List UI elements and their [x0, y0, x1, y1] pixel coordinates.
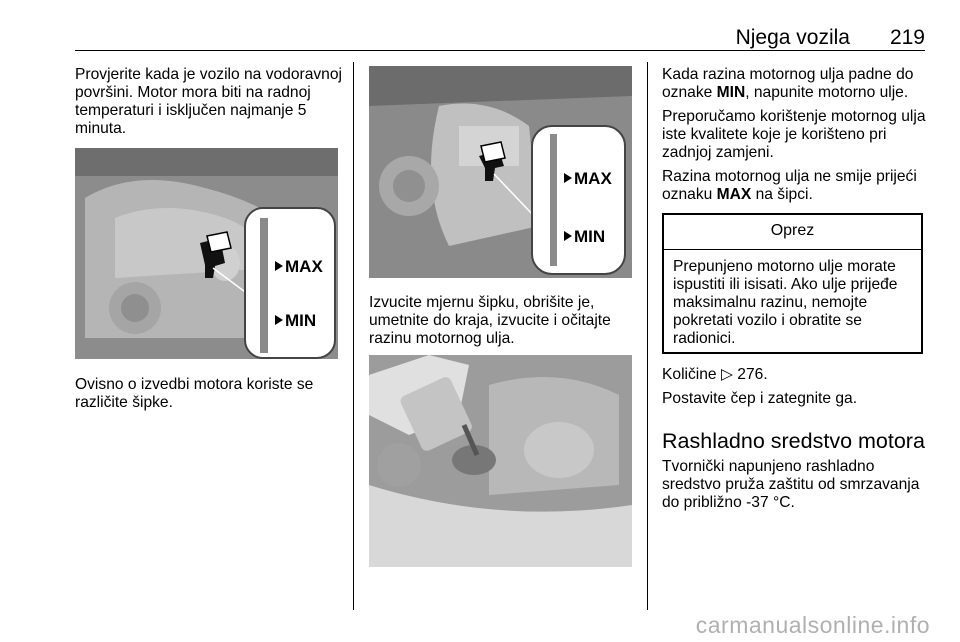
fig2-min-label: MIN — [574, 227, 606, 246]
engine-illustration-2 — [369, 66, 632, 278]
oil-filling-figure — [369, 355, 632, 567]
section-heading: Rashladno sredstvo motora — [662, 429, 925, 453]
watermark: carmanualsonline.info — [695, 612, 930, 638]
caution-box — [662, 213, 923, 354]
max-paragraph: Razina motornog ulja ne smije prijeći oznaku MAX na šipci. — [662, 168, 917, 203]
quantities-line: Količine ▷ 276. — [662, 366, 768, 383]
min-paragraph: Kada razina motornog ulja padne do oznake MIN, napunite motorno ulje. — [662, 66, 914, 101]
caution-heading: Oprez — [664, 215, 921, 250]
dipstick-figure-1 — [75, 148, 338, 359]
intro-paragraph: Provjerite kada je vozilo na vodoravnoj površini. Motor mora biti na radnoj temperaturi i isključen najmanje 5 minuta. — [75, 66, 342, 137]
header-divider — [75, 50, 925, 51]
max-keyword: MAX — [716, 186, 752, 203]
page-header — [75, 26, 925, 48]
caution-text: Prepunjeno motorno ulje morate ispustiti ili isisati. Ako ulje prijeđe maksimalnu razinu, nemojte pokretati vozilo i obratite se radionici. — [673, 258, 898, 347]
dipstick-figure-2 — [369, 66, 632, 278]
page-title: Njega vozila — [735, 26, 850, 49]
column-divider — [353, 62, 354, 610]
cap-paragraph: Postavite čep i zategnite ga. — [662, 390, 858, 407]
fig2-max-label: MAX — [574, 169, 612, 188]
column-divider — [647, 62, 648, 610]
fig1-min-label: MIN — [285, 311, 317, 330]
coolant-paragraph: Tvornički napunjeno rashladno sredstvo pruža zaštitu od smrzavanja do približno -37 °C. — [662, 458, 920, 511]
page-number: 219 — [889, 26, 925, 49]
engine-illustration-1 — [75, 148, 338, 359]
page-reference-icon: ▷ — [720, 366, 733, 383]
min-keyword: MIN — [716, 84, 746, 101]
dipstick-instructions: Izvucite mjernu šipku, obrišite je, umetnite do kraja, izvucite i očitajte razinu motornog ulja. — [369, 294, 611, 347]
fig1-max-label: MAX — [285, 257, 323, 276]
variant-paragraph: Ovisno o izvedbi motora koriste se različite šipke. — [75, 376, 314, 411]
oil-filling-illustration — [369, 355, 632, 567]
page-reference-link[interactable]: 276 — [737, 366, 764, 383]
quality-paragraph: Preporučamo korištenje motornog ulja iste kvalitete koje je korišteno pri zadnjoj zamjeni. — [662, 108, 926, 161]
